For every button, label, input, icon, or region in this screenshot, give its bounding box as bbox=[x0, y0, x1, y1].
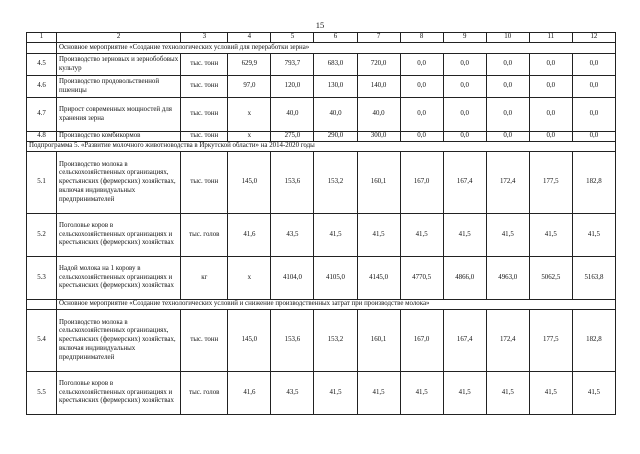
empty-cell bbox=[27, 43, 57, 54]
value-cell: 0,0 bbox=[529, 98, 572, 132]
column-number: 1 bbox=[27, 33, 57, 43]
indicator-name: Поголовье коров в сельскохозяйственных организациях и крестьянских (фермерских) хозяйствах bbox=[57, 214, 181, 257]
value-cell: 182,8 bbox=[572, 310, 615, 372]
section-row bbox=[27, 300, 616, 310]
value-cell: 172,4 bbox=[486, 152, 529, 214]
value-cell: 0,0 bbox=[486, 98, 529, 132]
value-cell: 0,0 bbox=[529, 76, 572, 98]
value-cell: 41,5 bbox=[400, 372, 443, 415]
value-cell: 41,5 bbox=[572, 214, 615, 257]
value-cell: 0,0 bbox=[443, 76, 486, 98]
value-cell: 4770,5 bbox=[400, 257, 443, 300]
unit-cell: тыс. тонн bbox=[181, 310, 228, 372]
value-cell: 0,0 bbox=[572, 132, 615, 142]
page-number: 15 bbox=[315, 20, 325, 30]
value-cell: 41,5 bbox=[357, 372, 400, 415]
value-cell: 40,0 bbox=[271, 98, 314, 132]
value-cell: 182,8 bbox=[572, 152, 615, 214]
value-cell: 290,0 bbox=[314, 132, 357, 142]
column-number: 3 bbox=[181, 33, 228, 43]
value-cell: 0,0 bbox=[443, 54, 486, 76]
value-cell: 629,9 bbox=[228, 54, 271, 76]
value-cell: 153,6 bbox=[271, 152, 314, 214]
value-cell: 41,6 bbox=[228, 372, 271, 415]
value-cell: 300,0 bbox=[357, 132, 400, 142]
value-cell: 4866,0 bbox=[443, 257, 486, 300]
value-cell: 4105,0 bbox=[314, 257, 357, 300]
indicators-table bbox=[26, 32, 616, 415]
value-cell: 0,0 bbox=[400, 132, 443, 142]
table-row bbox=[27, 98, 616, 132]
value-cell: 160,1 bbox=[357, 310, 400, 372]
indicator-name: Производство молока в сельскохозяйственных организациях, крестьянских (фермерских) хозяйствах, включая индивидуальных предпринимателей bbox=[57, 310, 181, 372]
table-row bbox=[27, 372, 616, 415]
empty-cell bbox=[27, 300, 57, 310]
column-number: 2 bbox=[57, 33, 181, 43]
table-row bbox=[27, 257, 616, 300]
value-cell: 167,0 bbox=[400, 152, 443, 214]
subprogram-title: Подпрограмма 5. «Развитие молочного животноводства в Иркутской области» на 2014-2020 годы bbox=[27, 142, 616, 152]
column-number: 11 bbox=[529, 33, 572, 43]
table-row bbox=[27, 54, 616, 76]
value-cell: 275,0 bbox=[271, 132, 314, 142]
value-cell: 40,0 bbox=[314, 98, 357, 132]
table-row bbox=[27, 310, 616, 372]
indicator-name: Надой молока на 1 корову в сельскохозяйственных организациях и крестьянских (фермерских) хозяйствах bbox=[57, 257, 181, 300]
value-cell: 43,5 bbox=[271, 372, 314, 415]
row-number: 5.4 bbox=[27, 310, 57, 372]
section-row bbox=[27, 43, 616, 54]
column-number: 10 bbox=[486, 33, 529, 43]
row-number: 5.1 bbox=[27, 152, 57, 214]
table-row bbox=[27, 152, 616, 214]
row-number: 4.7 bbox=[27, 98, 57, 132]
value-cell: x bbox=[228, 132, 271, 142]
value-cell: 145,0 bbox=[228, 310, 271, 372]
column-number: 7 bbox=[357, 33, 400, 43]
value-cell: 0,0 bbox=[443, 132, 486, 142]
row-number: 4.5 bbox=[27, 54, 57, 76]
table-row bbox=[27, 214, 616, 257]
row-number: 5.5 bbox=[27, 372, 57, 415]
column-number-row bbox=[27, 33, 616, 43]
row-number: 4.8 bbox=[27, 132, 57, 142]
unit-cell: тыс. тонн bbox=[181, 152, 228, 214]
unit-cell: тыс. тонн bbox=[181, 54, 228, 76]
value-cell: 140,0 bbox=[357, 76, 400, 98]
value-cell: 153,6 bbox=[271, 310, 314, 372]
indicator-name: Производство молока в сельскохозяйственных организациях, крестьянских (фермерских) хозяйствах, включая индивидуальных предпринимателей bbox=[57, 152, 181, 214]
value-cell: 0,0 bbox=[572, 76, 615, 98]
table-row bbox=[27, 132, 616, 142]
value-cell: 0,0 bbox=[486, 54, 529, 76]
value-cell: 41,5 bbox=[357, 214, 400, 257]
unit-cell: кг bbox=[181, 257, 228, 300]
value-cell: 41,5 bbox=[443, 214, 486, 257]
value-cell: x bbox=[228, 257, 271, 300]
value-cell: 0,0 bbox=[400, 98, 443, 132]
value-cell: 167,4 bbox=[443, 310, 486, 372]
value-cell: 683,0 bbox=[314, 54, 357, 76]
value-cell: 43,5 bbox=[271, 214, 314, 257]
value-cell: 4145,0 bbox=[357, 257, 400, 300]
section-title: Основное мероприятие «Создание технологических условий для переработки зерна» bbox=[57, 43, 616, 54]
value-cell: 41,5 bbox=[486, 372, 529, 415]
column-number: 4 bbox=[228, 33, 271, 43]
value-cell: 0,0 bbox=[572, 54, 615, 76]
value-cell: 130,0 bbox=[314, 76, 357, 98]
value-cell: 0,0 bbox=[400, 54, 443, 76]
value-cell: 41,5 bbox=[443, 372, 486, 415]
value-cell: 167,0 bbox=[400, 310, 443, 372]
column-number: 6 bbox=[314, 33, 357, 43]
column-number: 8 bbox=[400, 33, 443, 43]
value-cell: x bbox=[228, 98, 271, 132]
row-number: 4.6 bbox=[27, 76, 57, 98]
value-cell: 41,5 bbox=[400, 214, 443, 257]
value-cell: 0,0 bbox=[486, 76, 529, 98]
value-cell: 153,2 bbox=[314, 152, 357, 214]
indicator-name: Прирост современных мощностей для хранения зерна bbox=[57, 98, 181, 132]
column-number: 9 bbox=[443, 33, 486, 43]
value-cell: 41,5 bbox=[314, 372, 357, 415]
value-cell: 5062,5 bbox=[529, 257, 572, 300]
value-cell: 0,0 bbox=[400, 76, 443, 98]
indicator-name: Производство зерновых и зернобобовых культур bbox=[57, 54, 181, 76]
value-cell: 177,5 bbox=[529, 310, 572, 372]
value-cell: 41,6 bbox=[228, 214, 271, 257]
value-cell: 145,0 bbox=[228, 152, 271, 214]
value-cell: 0,0 bbox=[529, 54, 572, 76]
value-cell: 177,5 bbox=[529, 152, 572, 214]
value-cell: 0,0 bbox=[443, 98, 486, 132]
value-cell: 40,0 bbox=[357, 98, 400, 132]
value-cell: 41,5 bbox=[314, 214, 357, 257]
value-cell: 41,5 bbox=[529, 372, 572, 415]
value-cell: 720,0 bbox=[357, 54, 400, 76]
value-cell: 5163,8 bbox=[572, 257, 615, 300]
value-cell: 0,0 bbox=[486, 132, 529, 142]
value-cell: 160,1 bbox=[357, 152, 400, 214]
subprogram-row bbox=[27, 142, 616, 152]
unit-cell: тыс. тонн bbox=[181, 98, 228, 132]
column-number: 5 bbox=[271, 33, 314, 43]
value-cell: 4963,0 bbox=[486, 257, 529, 300]
value-cell: 0,0 bbox=[572, 98, 615, 132]
indicator-name: Производство продовольственной пшеницы bbox=[57, 76, 181, 98]
row-number: 5.3 bbox=[27, 257, 57, 300]
value-cell: 41,5 bbox=[572, 372, 615, 415]
value-cell: 41,5 bbox=[529, 214, 572, 257]
value-cell: 41,5 bbox=[486, 214, 529, 257]
value-cell: 4104,0 bbox=[271, 257, 314, 300]
table-row bbox=[27, 76, 616, 98]
unit-cell: тыс. голов bbox=[181, 214, 228, 257]
section-title: Основное мероприятие «Создание технологических условий и снижение производственных затрат при производстве молока» bbox=[57, 300, 616, 310]
value-cell: 793,7 bbox=[271, 54, 314, 76]
value-cell: 97,0 bbox=[228, 76, 271, 98]
column-number: 12 bbox=[572, 33, 615, 43]
value-cell: 120,0 bbox=[271, 76, 314, 98]
unit-cell: тыс. тонн bbox=[181, 76, 228, 98]
unit-cell: тыс. тонн bbox=[181, 132, 228, 142]
value-cell: 0,0 bbox=[529, 132, 572, 142]
indicator-name: Поголовье коров в сельскохозяйственных организациях и крестьянских (фермерских) хозяйствах bbox=[57, 372, 181, 415]
value-cell: 172,4 bbox=[486, 310, 529, 372]
unit-cell: тыс. голов bbox=[181, 372, 228, 415]
row-number: 5.2 bbox=[27, 214, 57, 257]
value-cell: 153,2 bbox=[314, 310, 357, 372]
indicator-name: Производство комбикормов bbox=[57, 132, 181, 142]
value-cell: 167,4 bbox=[443, 152, 486, 214]
